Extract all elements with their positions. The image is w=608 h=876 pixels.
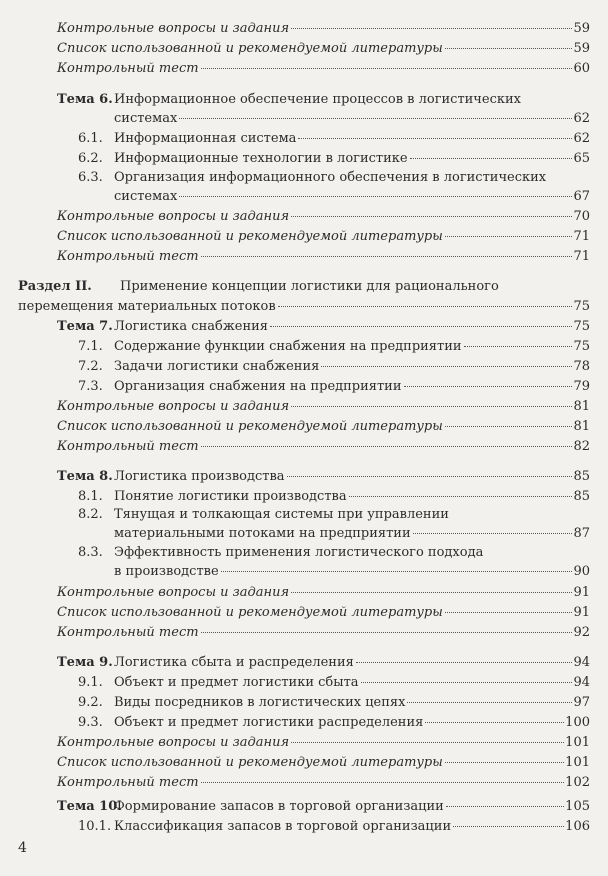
dot-leader [356, 662, 573, 663]
dot-leader [445, 236, 573, 237]
toc-entry [114, 488, 590, 505]
toc-auxiliary-entry [57, 604, 590, 621]
entry-number: Тема 10. [57, 799, 122, 814]
toc-auxiliary-entry [57, 624, 590, 641]
toc-auxiliary-entry [57, 418, 590, 435]
page-ref: 82 [573, 439, 590, 454]
entry-title: Контрольный тест [57, 625, 199, 640]
dot-leader [179, 118, 572, 119]
page-ref: 78 [573, 359, 590, 374]
toc-auxiliary-entry [57, 398, 590, 415]
entry-number: Тема 8. [57, 469, 113, 484]
dot-leader [425, 722, 564, 723]
dot-leader [179, 196, 572, 197]
page-ref: 92 [573, 625, 590, 640]
entry-title: Контрольный тест [57, 439, 199, 454]
page-ref: 71 [573, 229, 590, 244]
page-ref: 97 [573, 695, 590, 710]
entry-title: Контрольные вопросы и задания [57, 21, 290, 36]
entry-number: 9.3. [78, 715, 103, 730]
toc-entry [114, 694, 590, 711]
entry-title: Содержание функции снабжения на предприятии [114, 339, 462, 354]
page-ref: 71 [573, 249, 590, 264]
page-ref: 102 [565, 775, 590, 790]
dot-leader [445, 426, 573, 427]
entry-number: 9.2. [78, 695, 103, 710]
dot-leader [446, 806, 564, 807]
toc-auxiliary-entry [57, 754, 590, 771]
dot-leader [287, 476, 573, 477]
page-ref: 91 [573, 585, 590, 600]
page-ref: 85 [573, 469, 590, 484]
toc-entry [114, 188, 590, 205]
entry-title: Информационные технологии в логистике [114, 151, 408, 166]
dot-leader [445, 48, 573, 49]
page-ref: 59 [573, 41, 590, 56]
page-ref: 101 [565, 755, 590, 770]
entry-title: Логистика снабжения [114, 319, 269, 334]
toc-auxiliary-entry [57, 438, 590, 455]
toc-entry [114, 714, 590, 731]
page-ref: 65 [573, 151, 590, 166]
toc-entry [114, 318, 590, 335]
entry-title: Классификация запасов в торговой организации [114, 819, 452, 834]
page-ref: 90 [573, 564, 590, 579]
dot-leader [201, 446, 573, 447]
entry-number: 6.2. [78, 151, 103, 166]
toc-entry [114, 798, 590, 815]
entry-title: Виды посредников в логистических цепях [114, 695, 406, 710]
entry-title: Список использованной и рекомендуемой литературы [57, 605, 443, 620]
dot-leader [291, 592, 572, 593]
toc-entry [114, 358, 590, 375]
dot-leader [407, 702, 572, 703]
page-ref: 105 [565, 799, 590, 814]
page-ref: 75 [573, 299, 590, 314]
page-number: 4 [18, 840, 27, 856]
entry-title: Список использованной и рекомендуемой литературы [57, 41, 443, 56]
entry-number: 7.3. [78, 379, 103, 394]
entry-title: Понятие логистики производства [114, 489, 347, 504]
entry-title: Объект и предмет логистики распределения [114, 715, 424, 730]
dot-leader [464, 346, 573, 347]
toc-auxiliary-entry [57, 40, 590, 57]
toc-entry [114, 674, 590, 691]
dot-leader [453, 826, 564, 827]
toc-entry [114, 150, 590, 167]
entry-number: 7.2. [78, 359, 103, 374]
entry-number: Раздел II. [18, 279, 92, 294]
entry-title: системах [114, 111, 178, 126]
toc-auxiliary-entry [57, 208, 590, 225]
toc-entry [114, 654, 590, 671]
entry-title: материальными потоками на предприятии [114, 526, 411, 541]
toc-auxiliary-entry [57, 584, 590, 601]
entry-title: Объект и предмет логистики сбыта [114, 675, 359, 690]
toc-auxiliary-entry [57, 20, 590, 37]
entry-title: Формирование запасов в торговой организации [114, 799, 444, 814]
dot-leader [349, 496, 573, 497]
page-ref: 85 [573, 489, 590, 504]
dot-leader [298, 138, 572, 139]
dot-leader [291, 216, 572, 217]
dot-leader [201, 782, 565, 783]
entry-title: Контрольные вопросы и задания [57, 585, 290, 600]
toc-auxiliary-entry [57, 248, 590, 265]
dot-leader [410, 158, 573, 159]
toc-entry [114, 130, 590, 147]
toc-entry [114, 468, 590, 485]
entry-title: Список использованной и рекомендуемой литературы [57, 755, 443, 770]
page-ref: 70 [573, 209, 590, 224]
dot-leader [270, 326, 572, 327]
toc-entry [18, 298, 590, 315]
toc-entry [114, 338, 590, 355]
entry-first-line: Организация информационного обеспечения в логистических [114, 170, 547, 185]
page-ref: 101 [565, 735, 590, 750]
entry-title: Контрольный тест [57, 775, 199, 790]
entry-number: 7.1. [78, 339, 103, 354]
toc-auxiliary-entry [57, 60, 590, 77]
toc-entry [114, 525, 590, 542]
toc-entry [114, 110, 590, 127]
page-ref: 91 [573, 605, 590, 620]
page-ref: 94 [573, 675, 590, 690]
page-ref: 62 [573, 131, 590, 146]
toc-entry [114, 378, 590, 395]
page-ref: 81 [573, 399, 590, 414]
entry-title: Задачи логистики снабжения [114, 359, 320, 374]
entry-number: 8.2. [78, 507, 103, 522]
page-ref: 106 [565, 819, 590, 834]
page-ref: 75 [573, 319, 590, 334]
entry-number: 9.1. [78, 675, 103, 690]
entry-title: Контрольные вопросы и задания [57, 209, 290, 224]
dot-leader [291, 28, 572, 29]
entry-title: Контрольные вопросы и задания [57, 399, 290, 414]
toc-entry [114, 563, 590, 580]
dot-leader [361, 682, 573, 683]
entry-number: 6.1. [78, 131, 103, 146]
dot-leader [221, 571, 573, 572]
page-ref: 79 [573, 379, 590, 394]
entry-title: Контрольные вопросы и задания [57, 735, 290, 750]
entry-first-line: Эффективность применения логистического подхода [114, 545, 484, 560]
dot-leader [201, 632, 573, 633]
dot-leader [291, 406, 572, 407]
entry-first-line: Тянущая и толкающая системы при управлении [114, 507, 449, 522]
toc-auxiliary-entry [57, 774, 590, 791]
dot-leader [404, 386, 573, 387]
toc-entry [114, 818, 590, 835]
toc-auxiliary-entry [57, 228, 590, 245]
entry-number: 8.1. [78, 489, 103, 504]
entry-number: Тема 7. [57, 319, 113, 334]
entry-title: Логистика производства [114, 469, 285, 484]
dot-leader [278, 306, 573, 307]
page-ref: 60 [573, 61, 590, 76]
entry-title: в производстве [114, 564, 219, 579]
dot-leader [321, 366, 572, 367]
entry-number: 10.1. [78, 819, 112, 834]
entry-title: Список использованной и рекомендуемой литературы [57, 229, 443, 244]
dot-leader [291, 742, 564, 743]
toc-auxiliary-entry [57, 734, 590, 751]
entry-title: перемещения материальных потоков [18, 299, 276, 314]
page-ref: 75 [573, 339, 590, 354]
page-ref: 100 [565, 715, 590, 730]
page-ref: 62 [573, 111, 590, 126]
entry-title: Контрольный тест [57, 249, 199, 264]
entry-number: 8.3. [78, 545, 103, 560]
dot-leader [413, 533, 573, 534]
dot-leader [445, 612, 573, 613]
dot-leader [445, 762, 564, 763]
entry-title: системах [114, 189, 178, 204]
entry-title: Информационная система [114, 131, 297, 146]
entry-number: 6.3. [78, 170, 103, 185]
entry-first-line: Применение концепции логистики для рационального [120, 279, 499, 294]
entry-title: Организация снабжения на предприятии [114, 379, 402, 394]
entry-title: Логистика сбыта и распределения [114, 655, 354, 670]
page-ref: 94 [573, 655, 590, 670]
entry-number: Тема 6. [57, 92, 113, 107]
page-ref: 59 [573, 21, 590, 36]
entry-number: Тема 9. [57, 655, 113, 670]
page-ref: 87 [573, 526, 590, 541]
page-ref: 81 [573, 419, 590, 434]
page-ref: 67 [573, 189, 590, 204]
dot-leader [201, 68, 573, 69]
entry-title: Контрольный тест [57, 61, 199, 76]
entry-title: Список использованной и рекомендуемой литературы [57, 419, 443, 434]
dot-leader [201, 256, 573, 257]
entry-first-line: Информационное обеспечение процессов в логистических [114, 92, 521, 107]
